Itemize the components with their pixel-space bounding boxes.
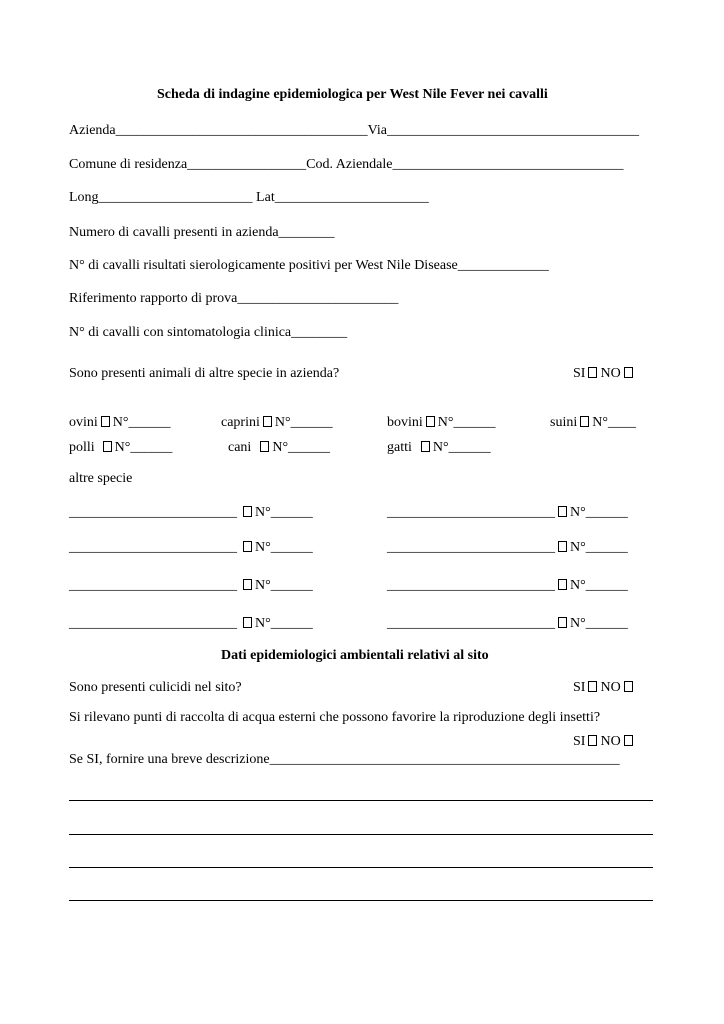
altre-specie-label: altre specie — [69, 471, 133, 486]
altre-specie-question: Sono presenti animali di altre specie in azienda? — [69, 366, 340, 381]
ovini-label: ovini — [69, 415, 98, 430]
acqua-answer — [573, 734, 636, 750]
other-species-row — [387, 540, 628, 556]
description-line[interactable] — [69, 900, 653, 901]
species-number-field[interactable]: N°______ — [255, 616, 313, 631]
polli-label: polli — [69, 440, 95, 455]
species-name-field[interactable]: ________________________ — [387, 616, 555, 631]
bovini-item — [387, 415, 496, 431]
species-checkbox[interactable] — [243, 617, 252, 628]
species-name-field[interactable]: ________________________ — [69, 616, 237, 631]
long-lat-field[interactable]: Long______________________ Lat______________________ — [69, 190, 429, 205]
gatti-number-field[interactable]: N°______ — [432, 440, 491, 455]
bovini-number-field[interactable]: N°______ — [437, 415, 496, 430]
cani-label: cani — [228, 440, 252, 455]
si-checkbox[interactable] — [588, 367, 597, 378]
suini-number-field[interactable]: N°____ — [592, 415, 636, 430]
no-label: NO — [600, 366, 621, 381]
caprini-checkbox[interactable] — [263, 416, 272, 427]
other-species-row — [387, 578, 628, 594]
bovini-checkbox[interactable] — [426, 416, 435, 427]
no-label: NO — [600, 734, 621, 749]
species-number-field[interactable]: N°______ — [570, 540, 628, 555]
cani-item — [228, 440, 330, 456]
ovini-item — [69, 415, 171, 431]
culicidi-answer — [573, 680, 636, 696]
acqua-question: Si rilevano punti di raccolta di acqua esterni che possono favorire la riproduzione degli insetti? — [69, 710, 601, 725]
no-checkbox[interactable] — [624, 681, 633, 692]
numero-cavalli-field[interactable]: Numero di cavalli presenti in azienda________ — [69, 225, 335, 240]
azienda-via-field[interactable]: Azienda____________________________________Via____________________________________ — [69, 123, 640, 138]
species-checkbox[interactable] — [558, 541, 567, 552]
polli-item — [69, 440, 172, 456]
species-name-field[interactable]: ________________________ — [69, 578, 237, 593]
cani-number-field[interactable]: N°______ — [272, 440, 331, 455]
species-checkbox[interactable] — [558, 506, 567, 517]
species-number-field[interactable]: N°______ — [570, 578, 628, 593]
caprini-item — [221, 415, 333, 431]
bovini-label: bovini — [387, 415, 423, 430]
description-line[interactable] — [69, 834, 653, 835]
other-species-row — [69, 616, 313, 632]
cani-checkbox[interactable] — [260, 441, 269, 452]
species-name-field[interactable]: ________________________ — [387, 505, 555, 520]
other-species-row — [69, 578, 313, 594]
descrizione-field[interactable]: Se SI, fornire una breve descrizione__________________________________________________ — [69, 752, 620, 767]
species-checkbox[interactable] — [243, 579, 252, 590]
no-label: NO — [600, 680, 621, 695]
species-number-field[interactable]: N°______ — [570, 616, 628, 631]
species-number-field[interactable]: N°______ — [255, 540, 313, 555]
ovini-checkbox[interactable] — [101, 416, 110, 427]
description-line[interactable] — [69, 867, 653, 868]
species-name-field[interactable]: ________________________ — [387, 578, 555, 593]
suini-label: suini — [550, 415, 578, 430]
section-title: Dati epidemiologici ambientali relativi al sito — [221, 648, 489, 663]
suini-item — [550, 415, 636, 431]
no-checkbox[interactable] — [624, 367, 633, 378]
species-checkbox[interactable] — [558, 617, 567, 628]
caprini-number-field[interactable]: N°______ — [274, 415, 333, 430]
species-number-field[interactable]: N°______ — [255, 578, 313, 593]
ovini-number-field[interactable]: N°______ — [112, 415, 171, 430]
species-name-field[interactable]: ________________________ — [69, 505, 237, 520]
altre-specie-answer — [573, 366, 636, 382]
species-checkbox[interactable] — [243, 541, 252, 552]
species-checkbox[interactable] — [558, 579, 567, 590]
si-checkbox[interactable] — [588, 681, 597, 692]
gatti-label: gatti — [387, 440, 412, 455]
other-species-row — [69, 505, 313, 521]
si-checkbox[interactable] — [588, 735, 597, 746]
si-label: SI — [573, 366, 586, 381]
caprini-label: caprini — [221, 415, 260, 430]
gatti-checkbox[interactable] — [421, 441, 430, 452]
comune-codice-field[interactable]: Comune di residenza_________________Cod. Aziendale_________________________________ — [69, 157, 624, 172]
description-line[interactable] — [69, 800, 653, 801]
si-label: SI — [573, 680, 586, 695]
sintomatologia-field[interactable]: N° di cavalli con sintomatologia clinica________ — [69, 325, 348, 340]
suini-checkbox[interactable] — [580, 416, 589, 427]
other-species-row — [387, 505, 628, 521]
polli-number-field[interactable]: N°______ — [114, 440, 173, 455]
species-name-field[interactable]: ________________________ — [69, 540, 237, 555]
polli-checkbox[interactable] — [103, 441, 112, 452]
other-species-row — [69, 540, 313, 556]
other-species-row — [387, 616, 628, 632]
species-number-field[interactable]: N°______ — [570, 505, 628, 520]
culicidi-question: Sono presenti culicidi nel sito? — [69, 680, 242, 695]
si-label: SI — [573, 734, 586, 749]
species-name-field[interactable]: ________________________ — [387, 540, 555, 555]
form-title: Scheda di indagine epidemiologica per West Nile Fever nei cavalli — [157, 87, 548, 102]
riferimento-field[interactable]: Riferimento rapporto di prova_______________________ — [69, 291, 399, 306]
species-checkbox[interactable] — [243, 506, 252, 517]
gatti-item — [387, 440, 491, 456]
species-number-field[interactable]: N°______ — [255, 505, 313, 520]
no-checkbox[interactable] — [624, 735, 633, 746]
positivi-field[interactable]: N° di cavalli risultati sierologicamente positivi per West Nile Disease_____________ — [69, 258, 549, 273]
